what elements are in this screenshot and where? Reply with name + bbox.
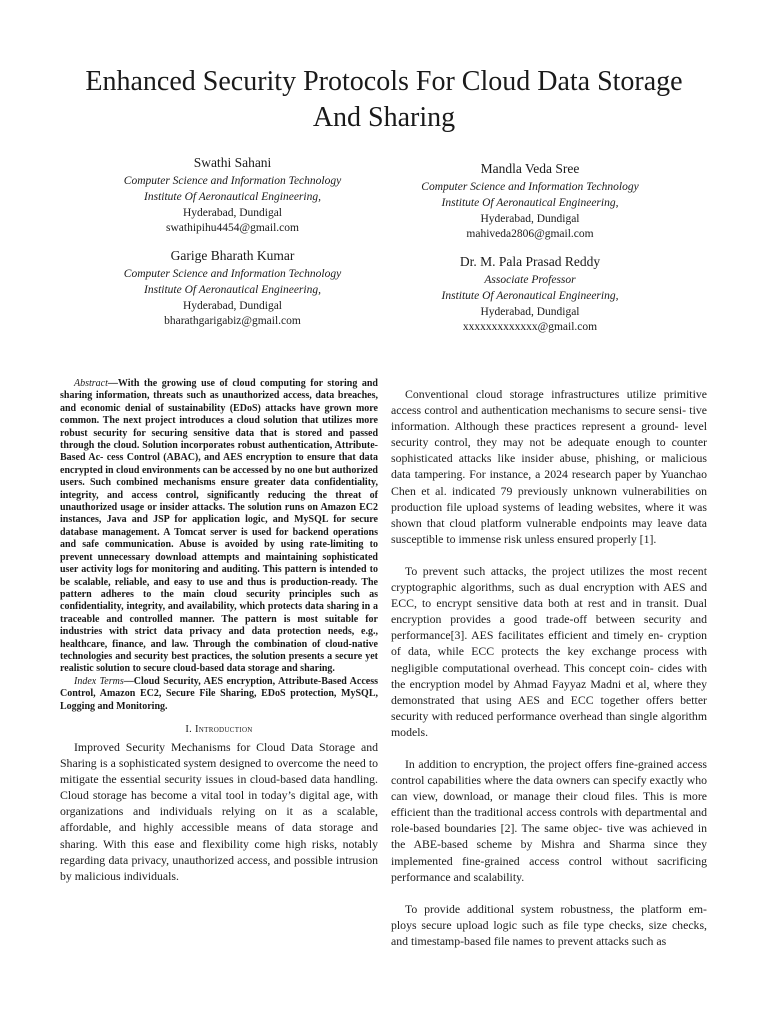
- author-location: Hyderabad, Dundigal: [480, 212, 580, 225]
- author-institute: Institute Of Aeronautical Engineering,: [144, 190, 321, 203]
- section-heading: [60, 724, 378, 735]
- author-name: Garige Bharath Kumar: [170, 248, 295, 263]
- section-title: Introduction: [195, 723, 253, 735]
- author-location: Hyderabad, Dundigal: [480, 305, 580, 318]
- index-terms-label: Index Terms: [74, 675, 124, 687]
- author-name: Swathi Sahani: [193, 155, 272, 170]
- body-paragraph: In addition to encryption, the project offers fine-grained access control capabilities where the data owners can specify exactly who can view, download, or manage their cloud files. This is more efficient than the traditional access controls with departmental and role-based boundaries [2]. The same objec- tive was achieved in the ABE-based scheme by Mishra and Sharma since they implemented fine-grained access control without sacrificing performance and scalability.: [391, 756, 707, 884]
- left-column: [60, 378, 378, 884]
- author-block: [380, 253, 680, 336]
- right-column: [391, 386, 707, 965]
- author-name: Dr. M. Pala Prasad Reddy: [459, 254, 601, 269]
- author-name: Mandla Veda Sree: [480, 161, 580, 176]
- body-paragraph: To provide additional system robustness, the platform em- ploys secure upload logic such as file type checks, size checks, and timestamp-based file names to prevent attacks such as: [391, 901, 707, 948]
- index-terms-text: —Cloud Security, AES encryption, Attribute-Based Access Control, Amazon EC2, Secure File Sharing, EDoS protection, MySQL, Logging and Monitoring.: [60, 675, 379, 712]
- author-department: Computer Science and Information Technology: [421, 181, 639, 193]
- body-paragraph: To prevent such attacks, the project utilizes the most recent cryptographic algorithms, such as dual encryption with AES and ECC, to encrypt sensitive data both at rest and in transit. Dual encryption provides a good trade-off between security and performance[3]. AES facilitates efficient and timely en- cryption of data, while ECC protects the key exchange process with negligible computational overhead. This concept coin- cides with the encryption model by Ahmad Fayyaz Madni et al, where they demonstrated that using AES and ECC together offers better security with reduced performance overhead than single algorithm models.: [391, 563, 707, 739]
- body-paragraph: Conventional cloud storage infrastructures utilize primitive access control and authentication mechanisms to secure sensi- tive information. Although these practices represent a ground- level security control, they may not be adequate enough to counter sophisticated attacks like insider abuse, phishing, or malicious data tampering. For instance, a 2024 research paper by Yuanchao Chen et al. indicated 79 previously unknown vulnerabilities on production file upload systems of leading websites, where it was shown that cloud platform vulnerable endpoints may leave data susceptible to immense risk unless ensured properly [1].: [391, 387, 707, 546]
- abstract-label: Abstract: [74, 378, 108, 389]
- section-number: I.: [185, 723, 193, 735]
- author-institute: Institute Of Aeronautical Engineering,: [441, 289, 619, 302]
- author-location: Hyderabad, Dundigal: [183, 299, 282, 312]
- author-block: [380, 160, 680, 243]
- author-email: xxxxxxxxxxxxx@gmail.com: [462, 321, 598, 334]
- author-email: mahiveda2806@gmail.com: [466, 228, 594, 241]
- author-institute: Institute Of Aeronautical Engineering,: [441, 196, 619, 209]
- author-position: Associate Professor: [484, 274, 576, 286]
- intro-paragraph: Improved Security Mechanisms for Cloud Data Storage and Sharing is a sophisticated system designed to overcome the need to mitigate the essential security issues in cloud-based data handling. Cloud storage has become a vital tool in today’s digital age, with organizations and individuals relying on it as a scalable, affordable, and highly accessible means of data storage and sharing. With this ease and flexibility come high risks, notably regarding data privacy, unauthorized access, and possible intrusion by malicious individuals.: [60, 739, 378, 883]
- author-block: [80, 247, 385, 330]
- abstract: [60, 378, 378, 676]
- paper-title: Enhanced Security Protocols For Cloud Data Storage And Sharing: [85, 66, 683, 133]
- author-department: Computer Science and Information Technology: [123, 268, 342, 280]
- author-email: swathipihu4454@gmail.com: [166, 222, 299, 235]
- index-terms: [60, 676, 378, 713]
- author-email: bharathgarigabiz@gmail.com: [164, 315, 301, 328]
- abstract-text: —With the growing use of cloud computing for storing and sharing information, threats such as unauthorized access, data breaches, and economic denial of sustainability (EDoS) attacks have grown more common. The next project introduces a cloud solution that utilizes more robust security for securing sensitive data that is stored and passed through the cloud. Solution incorporates robust authentication, Attribute-Based Ac- cess Control (ABAC), and AES encryption to ensure that data encrypted in cloud environments can be accessed by no one but authorized users. Such combined mechanisms ensure greater data confidentiality, integrity, and access control, significantly reducing the threat of unauthorized usage or insider attacks. The solution runs on Amazon EC2 instances, Java and JSP for application logic, and MySQL for secure database management. A Tomcat server is used for backend operations and safe communication. Abuse is avoided by using rate-limiting to prevent unnecessary download attempts and maintaining sophisticated user activity logs for monitoring and auditing. This pattern is intended to be scalable, reliable, and easy to use and thus is production-ready. The pattern adheres to the main cloud security principles such as confidentiality, integrity, and availability, which protects data sharing in a traceable and controlled manner. The pattern is most suitable for industries with strict data privacy and data protection needs, e.g., healthcare, finance, and law. Through the combination of cloud-native technologies and security best practices, the solution presents a secure yet realistic solution to secure cloud-based data storage and sharing.: [60, 378, 378, 675]
- author-location: Hyderabad, Dundigal: [183, 206, 282, 219]
- author-block: [80, 154, 385, 237]
- author-institute: Institute Of Aeronautical Engineering,: [144, 283, 321, 296]
- author-department: Computer Science and Information Technology: [123, 175, 342, 187]
